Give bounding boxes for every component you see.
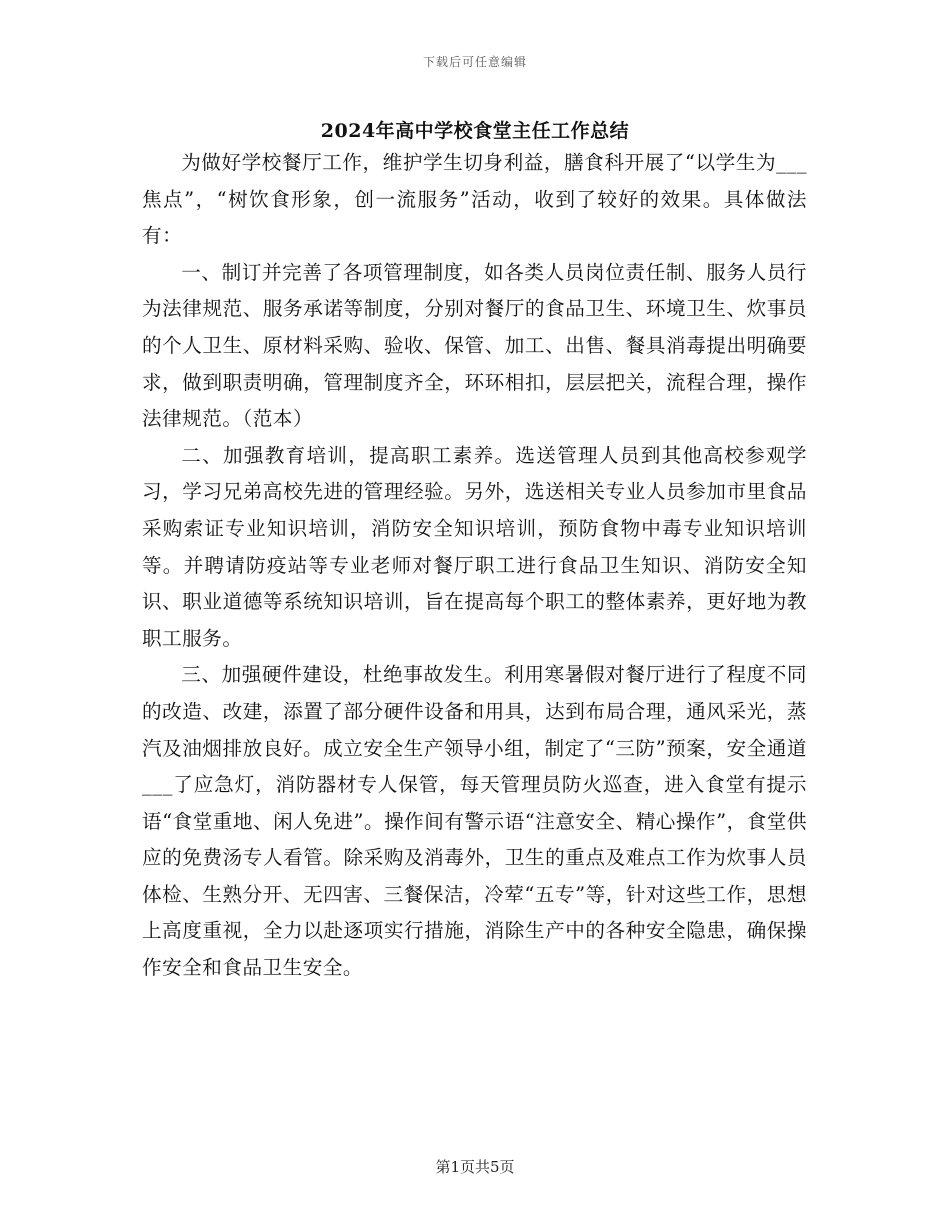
- page-indicator: 第1页共5页: [435, 1158, 515, 1176]
- paragraph-intro: 为做好学校餐厅工作，维护学生切身利益，膳食科开展了“以学生为___焦点”，“树饮食形象，创一流服务”活动，收到了较好的效果。具体做法有：: [142, 151, 807, 248]
- paragraph-section-1: 一、制订并完善了各项管理制度，如各类人员岗位责任制、服务人员行为法律规范、服务承诺等制度，分别对餐厅的食品卫生、环境卫生、炊事员的个人卫生、原材料采购、验收、保管、加工、出售、餐具消毒提出明确要求，做到职责明确，管理制度齐全，环环相扣，层层把关，流程合理，操作法律规范。（范本）: [142, 260, 807, 431]
- document-title: 2024年高中学校食堂主任工作总结: [320, 120, 630, 142]
- paragraph-section-2: 二、加强教育培训，提高职工素养。选送管理人员到其他高校参观学习，学习兄弟高校先进的管理经验。另外，选送相关专业人员参加市里食品采购索证专业知识培训，消防安全知识培训，预防食物中毒专业知识培训等。并聘请防疫站等专业老师对餐厅职工进行食品卫生知识、消防安全知识、职业道德等系统知识培训，旨在提高每个职工的整体素养，更好地为教职工服务。: [142, 443, 807, 650]
- header-note: 下载后可任意编辑: [422, 55, 527, 69]
- paragraph-section-3: 三、加强硬件建设，杜绝事故发生。利用寒暑假对餐厅进行了程度不同的改造、改建，添置了部分硬件设备和用具，达到布局合理，通风采光，蒸汽及油烟排放良好。成立安全生产领导小组，制定了“三防”预案，安全通道___了应急灯，消防器材专人保管，每天管理员防火巡查，进入食堂有提示语“食堂重地、闲人免进”。操作间有警示语“注意安全、精心操作”，食堂供应的免费汤专人看管。除采购及消毒外，卫生的重点及难点工作为炊事人员体检、生熟分开、无四害、三餐保洁，冷荤“五专”等，针对这些工作，思想上高度重视，全力以赴逐项实行措施，消除生产中的各种安全隐患，确保操作安全和食品卫生安全。: [142, 663, 807, 980]
- document-body: [142, 145, 807, 987]
